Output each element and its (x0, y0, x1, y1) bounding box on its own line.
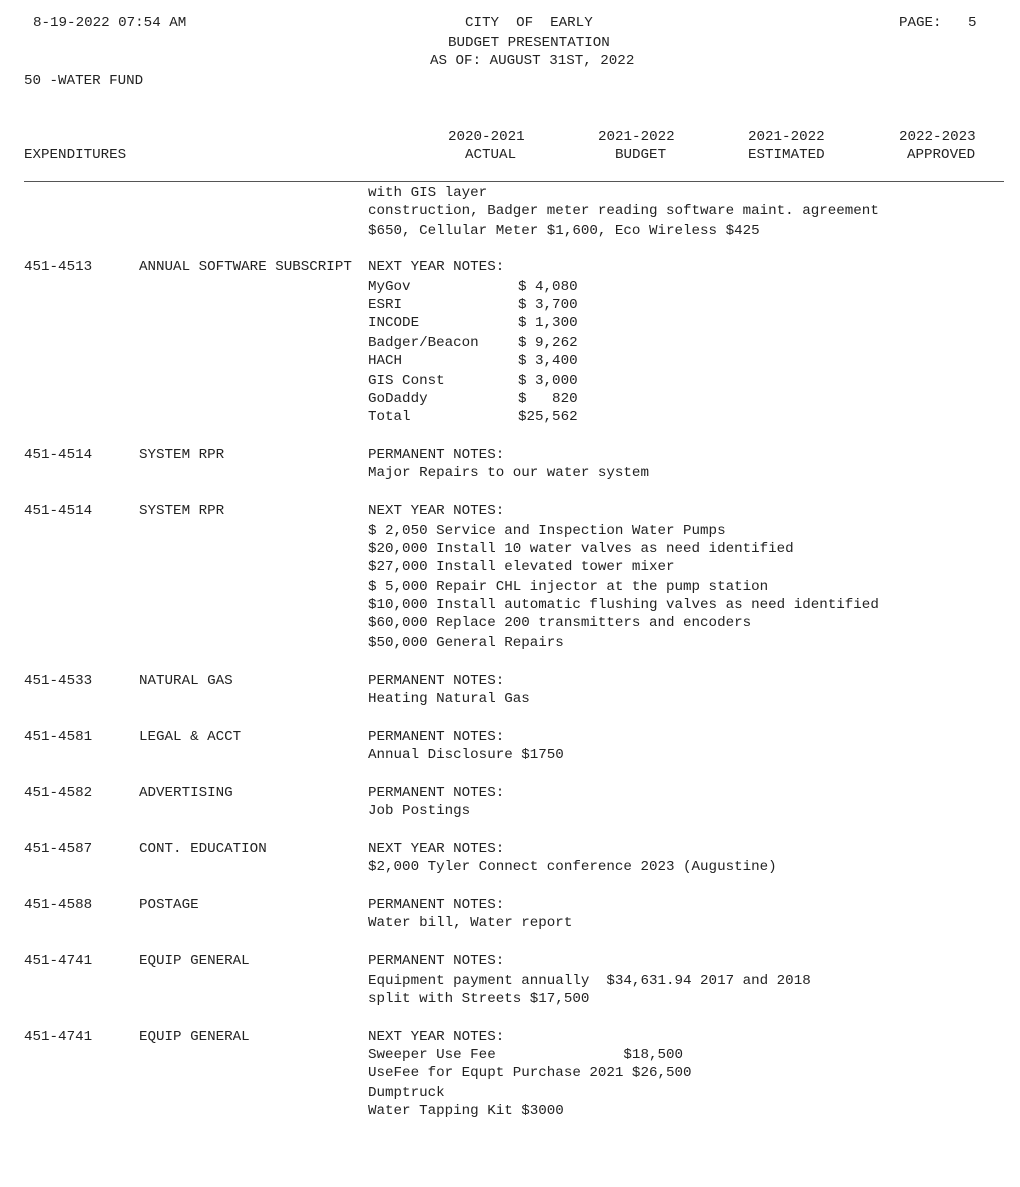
col-approved-year: 2022-2023 (899, 129, 976, 145)
account-code: 451-4581 (24, 729, 93, 745)
account-name: ANNUAL SOFTWARE SUBSCRIPT (139, 259, 352, 275)
account-name: SYSTEM RPR (139, 503, 225, 519)
software-item-label: ESRI (368, 297, 403, 313)
note-line: $60,000 Replace 200 transmitters and encoders (368, 615, 752, 631)
account-name: POSTAGE (139, 897, 199, 913)
software-item-label: GoDaddy (368, 391, 428, 407)
note-line: split with Streets $17,500 (368, 991, 590, 1007)
note-line: $10,000 Install automatic flushing valves as need identified (368, 597, 879, 613)
col-estimated-year: 2021-2022 (748, 129, 825, 145)
account-name: LEGAL & ACCT (139, 729, 242, 745)
account-code: 451-4587 (24, 841, 93, 857)
software-item-amount: $ 4,080 (518, 279, 578, 295)
note-line: $20,000 Install 10 water valves as need identified (368, 541, 794, 557)
city-name: CITY OF EARLY (465, 15, 593, 31)
account-name: EQUIP GENERAL (139, 953, 250, 969)
software-item-amount: $ 1,300 (518, 315, 578, 331)
account-code: 451-4513 (24, 259, 93, 275)
page-number: 5 (968, 15, 977, 31)
notes-type: PERMANENT NOTES: (368, 785, 505, 801)
note-line: Water Tapping Kit $3000 (368, 1103, 564, 1119)
note-line: $ 2,050 Service and Inspection Water Pumps (368, 523, 726, 539)
account-code: 451-4514 (24, 503, 93, 519)
carryover-line: with GIS layer (368, 185, 488, 201)
notes-type: NEXT YEAR NOTES: (368, 841, 505, 857)
note-line: Sweeper Use Fee $18,500 (368, 1047, 684, 1063)
as-of-date: AS OF: AUGUST 31ST, 2022 (430, 53, 635, 69)
software-total-amount: $25,562 (518, 409, 578, 425)
col-approved-label: APPROVED (907, 147, 976, 163)
software-item-amount: $ 820 (518, 391, 578, 407)
software-item-amount: $ 3,000 (518, 373, 578, 389)
software-item-label: MyGov (368, 279, 411, 295)
note-line: $ 5,000 Repair CHL injector at the pump station (368, 579, 769, 595)
account-name: SYSTEM RPR (139, 447, 225, 463)
col-actual-label: ACTUAL (465, 147, 517, 163)
notes-type: NEXT YEAR NOTES: (368, 503, 505, 519)
software-item-label: INCODE (368, 315, 420, 331)
report-title: BUDGET PRESENTATION (448, 35, 610, 51)
header-rule (24, 181, 1004, 182)
note-line: $2,000 Tyler Connect conference 2023 (Augustine) (368, 859, 777, 875)
account-code: 451-4514 (24, 447, 93, 463)
notes-type: PERMANENT NOTES: (368, 447, 505, 463)
software-item-label: HACH (368, 353, 403, 369)
notes-type: PERMANENT NOTES: (368, 673, 505, 689)
software-item-label: GIS Const (368, 373, 445, 389)
account-code: 451-4533 (24, 673, 93, 689)
notes-type: PERMANENT NOTES: (368, 953, 505, 969)
note-line: Heating Natural Gas (368, 691, 530, 707)
carryover-line: $650, Cellular Meter $1,600, Eco Wireless $425 (368, 223, 760, 239)
notes-type: NEXT YEAR NOTES: (368, 1029, 505, 1045)
software-item-amount: $ 3,400 (518, 353, 578, 369)
note-line: Water bill, Water report (368, 915, 573, 931)
col-actual-year: 2020-2021 (448, 129, 525, 145)
carryover-line: construction, Badger meter reading software maint. agreement (368, 203, 879, 219)
account-code: 451-4588 (24, 897, 93, 913)
account-name: ADVERTISING (139, 785, 233, 801)
notes-type: PERMANENT NOTES: (368, 897, 505, 913)
note-line: $50,000 General Repairs (368, 635, 564, 651)
note-line: Annual Disclosure $1750 (368, 747, 564, 763)
notes-type: PERMANENT NOTES: (368, 729, 505, 745)
page-label: PAGE: (899, 15, 942, 31)
note-line: Job Postings (368, 803, 471, 819)
notes-type: NEXT YEAR NOTES: (368, 259, 505, 275)
note-line: UseFee for Equpt Purchase 2021 $26,500 (368, 1065, 692, 1081)
section-heading: EXPENDITURES (24, 147, 127, 163)
account-code: 451-4741 (24, 953, 93, 969)
account-code: 451-4741 (24, 1029, 93, 1045)
fund-name: 50 -WATER FUND (24, 73, 144, 89)
note-line: Dumptruck (368, 1085, 445, 1101)
software-item-label: Badger/Beacon (368, 335, 479, 351)
note-line: $27,000 Install elevated tower mixer (368, 559, 675, 575)
account-code: 451-4582 (24, 785, 93, 801)
account-name: CONT. EDUCATION (139, 841, 267, 857)
software-total-label: Total (368, 409, 411, 425)
note-line: Major Repairs to our water system (368, 465, 649, 481)
software-item-amount: $ 3,700 (518, 297, 578, 313)
col-budget-label: BUDGET (615, 147, 667, 163)
col-estimated-label: ESTIMATED (748, 147, 825, 163)
account-name: NATURAL GAS (139, 673, 233, 689)
report-datetime: 8-19-2022 07:54 AM (33, 15, 187, 31)
software-item-amount: $ 9,262 (518, 335, 578, 351)
note-line: Equipment payment annually $34,631.94 2017 and 2018 (368, 973, 811, 989)
account-name: EQUIP GENERAL (139, 1029, 250, 1045)
col-budget-year: 2021-2022 (598, 129, 675, 145)
